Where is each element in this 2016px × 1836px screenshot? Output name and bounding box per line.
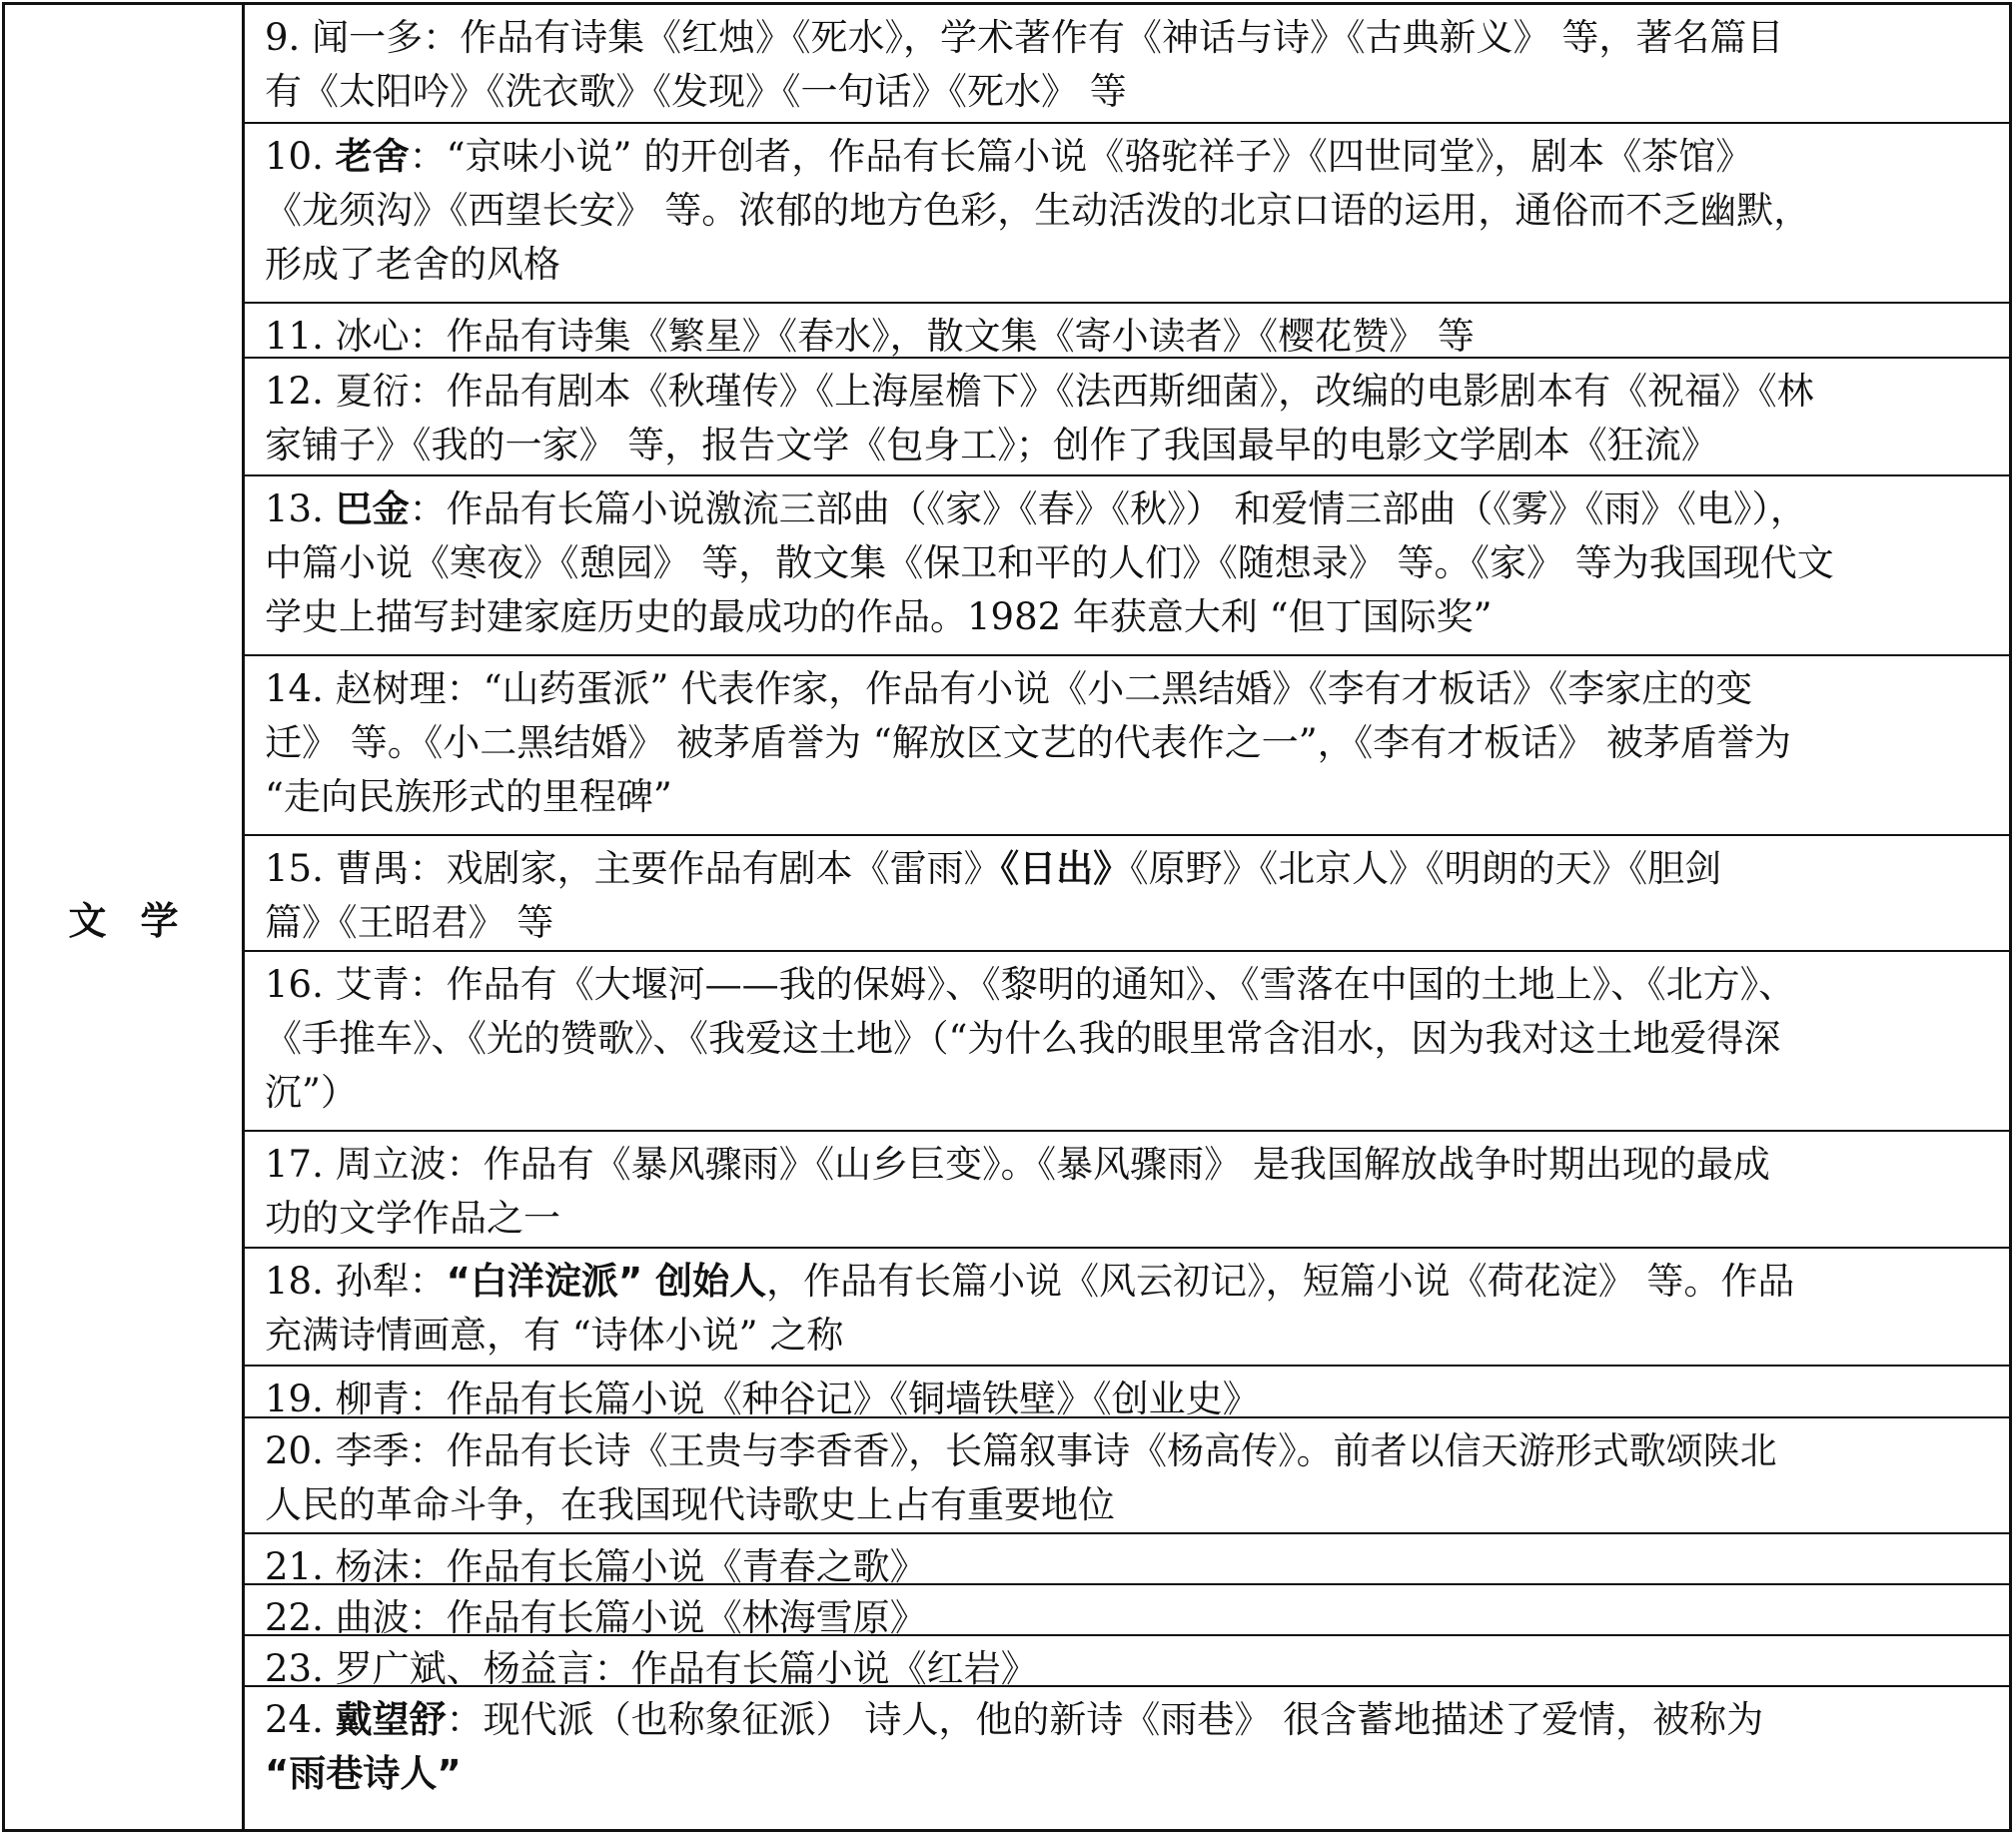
table-row bbox=[245, 950, 2009, 1130]
entry-text: 24. bbox=[265, 1698, 336, 1741]
entry-text: 20. 李季：作品有长诗《王贵与李香香》，长篇叙事诗《杨高传》。前者以信天游形式歌颂陕北 bbox=[265, 1429, 1777, 1472]
entry-text: 13. bbox=[265, 487, 336, 530]
entry-text: 11. 冰心：作品有诗集《繁星》《春水》，散文集《寄小读者》《樱花赞》 等 bbox=[265, 315, 1475, 357]
entry-line bbox=[265, 1138, 1991, 1192]
entry-text: 功的文学作品之一 bbox=[265, 1197, 560, 1240]
entry-line bbox=[265, 130, 1991, 184]
entry-line bbox=[265, 958, 1991, 1012]
table-row bbox=[245, 5, 2009, 122]
table-row bbox=[245, 1416, 2009, 1532]
entry-text-bold: 《日出》 bbox=[1000, 847, 1131, 890]
entry-text-bold: “白洋淀派” 创始人 bbox=[446, 1260, 767, 1303]
entry-line bbox=[265, 1693, 1991, 1747]
entry-line bbox=[265, 65, 1991, 119]
entry-line bbox=[265, 1591, 1991, 1634]
entry-line bbox=[265, 770, 1991, 824]
table-row bbox=[245, 474, 2009, 654]
entry-text: 21. 杨沫：作品有长篇小说《青春之歌》 bbox=[265, 1545, 927, 1583]
entry-text: 12. 夏衍：作品有剧本《秋瑾传》《上海屋檐下》《法西斯细菌》，改编的电影剧本有《祝福》《林 bbox=[265, 370, 1814, 413]
entry-line bbox=[265, 1747, 1991, 1801]
entry-text: 形成了老舍的风格 bbox=[265, 243, 560, 286]
entry-text-bold: 戴望舒 bbox=[335, 1698, 447, 1741]
entry-text: 19. 柳青：作品有长篇小说《种谷记》《铜墙铁壁》《创业史》 bbox=[265, 1377, 1260, 1416]
entry-text: 家铺子》《我的一家》 等，报告文学《包身工》；创作了我国最早的电影文学剧本《狂流》 bbox=[265, 424, 1718, 466]
table-row bbox=[245, 834, 2009, 950]
entry-line bbox=[265, 310, 1991, 357]
entry-text: “走向民族形式的里程碑” bbox=[265, 775, 672, 818]
table-row bbox=[245, 1583, 2009, 1634]
entry-line bbox=[265, 482, 1991, 536]
entry-text: 充满诗情画意，有 “诗体小说” 之称 bbox=[265, 1314, 844, 1357]
entry-line bbox=[265, 11, 1991, 65]
entry-text-bold: 老舍 bbox=[335, 135, 410, 178]
entry-line bbox=[265, 1255, 1991, 1309]
entry-text: ：作品有长篇小说激流三部曲（《家》《春》《秋》） 和爱情三部曲（《雾》《雨》《电》）， bbox=[409, 487, 1807, 530]
entry-line bbox=[265, 1424, 1991, 1478]
entry-text: 迁》 等。《小二黑结婚》 被茅盾誉为 “解放区文艺的代表作之一”，《李有才板话》 被茅盾誉为 bbox=[265, 721, 1791, 764]
entry-line bbox=[265, 419, 1991, 472]
entry-text: 23. 罗广斌、杨益言：作品有长篇小说《红岩》 bbox=[265, 1647, 1038, 1685]
entry-text: ：“京味小说” 的开创者，作品有长篇小说《骆驼祥子》《四世同堂》，剧本《茶馆》 bbox=[409, 135, 1753, 178]
entries-column bbox=[245, 5, 2009, 1829]
entry-text: 《龙须沟》《西望长安》 等。浓郁的地方色彩，生动活泼的北京口语的运用，通俗而不乏幽默， bbox=[265, 189, 1811, 232]
table-row bbox=[245, 1365, 2009, 1416]
entry-line bbox=[265, 536, 1991, 590]
entry-text: 学史上描写封建家庭历史的最成功的作品。1982 年获意大利 “但丁国际奖” bbox=[265, 595, 1493, 638]
entry-text: 15. 曹禺：戏剧家，主要作品有剧本《雷雨》 bbox=[265, 847, 1001, 890]
entry-text: 沉”） bbox=[265, 1071, 358, 1114]
entry-text-bold: “雨巷诗人” bbox=[265, 1752, 462, 1795]
entry-text: 篇》《王昭君》 等 bbox=[265, 901, 554, 944]
entry-line bbox=[265, 1012, 1991, 1066]
entry-text: 16. 艾青：作品有《大堰河——我的保姆》、《黎明的通知》、《雪落在中国的土地上》、《北方》、 bbox=[265, 963, 1796, 1006]
table-row bbox=[245, 122, 2009, 302]
literature-table bbox=[2, 2, 2012, 1832]
entry-text: ，作品有长篇小说《风云初记》，短篇小说《荷花淀》 等。作品 bbox=[766, 1260, 1795, 1303]
entry-line bbox=[265, 716, 1991, 770]
entry-line bbox=[265, 184, 1991, 238]
entry-line bbox=[265, 1478, 1991, 1532]
entry-text: 14. 赵树理：“山药蛋派” 代表作家，作品有小说《小二黑结婚》《李有才板话》《李家庄的变 bbox=[265, 667, 1753, 710]
entry-line bbox=[265, 1066, 1991, 1120]
entry-text: 9. 闻一多：作品有诗集《红烛》《死水》，学术著作有《神话与诗》《古典新义》 等，著名篇目 bbox=[265, 16, 1784, 59]
entry-line bbox=[265, 238, 1991, 292]
entry-text: ：现代派（也称象征派） 诗人，他的新诗《雨巷》 很含蓄地描述了爱情，被称为 bbox=[446, 1698, 1764, 1741]
category-label: 文学 bbox=[68, 898, 213, 943]
entry-line bbox=[265, 1642, 1991, 1685]
entry-text: 人民的革命斗争，在我国现代诗歌史上占有重要地位 bbox=[265, 1483, 1115, 1526]
entry-line bbox=[265, 1540, 1991, 1583]
entry-text: 《原野》《北京人》《明朗的天》《胆剑 bbox=[1130, 847, 1722, 890]
entry-line bbox=[265, 662, 1991, 716]
entry-line bbox=[265, 842, 1991, 896]
category-cell bbox=[5, 5, 245, 1829]
entry-line bbox=[265, 365, 1991, 419]
table-row bbox=[245, 1634, 2009, 1685]
entry-text: 18. 孙犁： bbox=[265, 1260, 447, 1303]
entry-text: 10. bbox=[265, 135, 336, 178]
table-row bbox=[245, 357, 2009, 474]
table-row bbox=[245, 302, 2009, 357]
entry-line bbox=[265, 590, 1991, 644]
entry-text-bold: 巴金 bbox=[335, 487, 410, 530]
table-row bbox=[245, 1130, 2009, 1247]
entry-text: 《手推车》、《光的赞歌》、《我爱这土地》（“为什么我的眼里常含泪水，因为我对这土地爱得深 bbox=[265, 1017, 1781, 1060]
table-row bbox=[245, 1247, 2009, 1365]
entry-text: 22. 曲波：作品有长篇小说《林海雪原》 bbox=[265, 1596, 927, 1634]
entry-line bbox=[265, 896, 1991, 950]
entry-line bbox=[265, 1373, 1991, 1416]
entry-text: 中篇小说《寒夜》《憩园》 等，散文集《保卫和平的人们》《随想录》 等。《家》 等为我国现代文 bbox=[265, 541, 1834, 584]
entry-line bbox=[265, 1309, 1991, 1363]
table-row bbox=[245, 1685, 2009, 1801]
entry-text: 有《太阳吟》《洗衣歌》《发现》《一句话》《死水》 等 bbox=[265, 70, 1127, 113]
table-row bbox=[245, 654, 2009, 834]
entry-line bbox=[265, 1192, 1991, 1246]
entry-text: 17. 周立波：作品有《暴风骤雨》《山乡巨变》。《暴风骤雨》 是我国解放战争时期出现的最成 bbox=[265, 1143, 1770, 1186]
table-row bbox=[245, 1532, 2009, 1583]
